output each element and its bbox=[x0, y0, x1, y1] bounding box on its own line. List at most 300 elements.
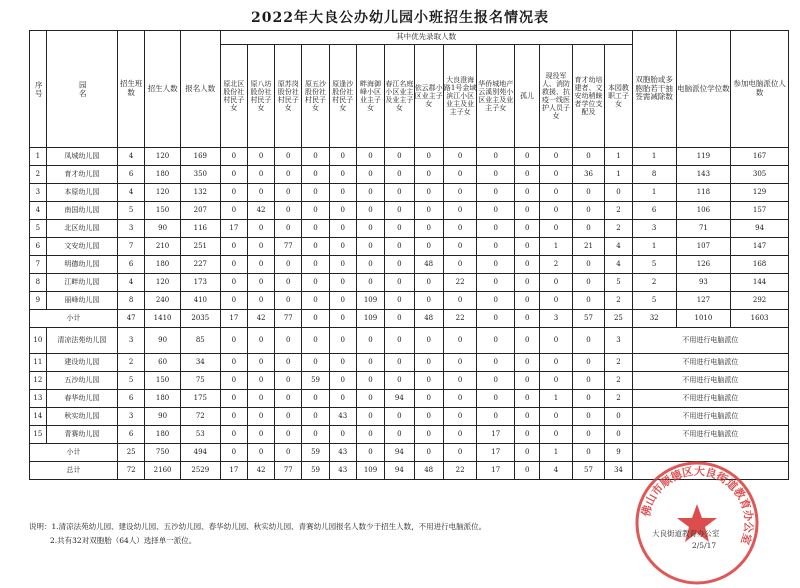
priority-count: 0 bbox=[515, 310, 540, 328]
priority-count: 94 bbox=[385, 390, 414, 408]
priority-count: 0 bbox=[414, 202, 443, 220]
priority-count: 0 bbox=[385, 202, 414, 220]
priority-count: 0 bbox=[247, 220, 274, 238]
priority-count: 0 bbox=[605, 408, 632, 426]
priority-count: 0 bbox=[247, 184, 274, 202]
priority-count: 0 bbox=[385, 372, 414, 390]
priority-count: 57 bbox=[572, 462, 604, 480]
no-lottery-note: 不用进行电脑派位 bbox=[632, 426, 788, 444]
row-kindergarten-name: 春华幼儿园 bbox=[46, 390, 117, 408]
priority-count: 0 bbox=[220, 184, 247, 202]
priority-count: 0 bbox=[302, 292, 329, 310]
row-plan: 120 bbox=[145, 148, 181, 166]
row-plan: 210 bbox=[145, 238, 181, 256]
priority-count: 0 bbox=[220, 372, 247, 390]
subtotal2-plan: 750 bbox=[145, 444, 181, 462]
priority-count: 2 bbox=[540, 256, 572, 274]
row-seq: 5 bbox=[30, 220, 47, 238]
row-kindergarten-name: 五沙幼儿园 bbox=[46, 372, 117, 390]
priority-count: 22 bbox=[443, 274, 477, 292]
priority-count: 0 bbox=[515, 274, 540, 292]
priority-count: 0 bbox=[247, 238, 274, 256]
priority-count: 36 bbox=[572, 166, 604, 184]
priority-count: 0 bbox=[385, 408, 414, 426]
row-plan: 180 bbox=[145, 426, 181, 444]
row-plan: 180 bbox=[145, 256, 181, 274]
priority-count: 0 bbox=[247, 444, 274, 462]
priority-count: 0 bbox=[385, 256, 414, 274]
row-lottery-seats: 118 bbox=[676, 184, 730, 202]
priority-count: 0 bbox=[356, 148, 384, 166]
priority-count: 0 bbox=[220, 390, 247, 408]
priority-count: 0 bbox=[515, 328, 540, 354]
header-applicants: 报名人数 bbox=[180, 31, 220, 148]
row-plan: 60 bbox=[145, 354, 181, 372]
priority-count: 0 bbox=[356, 354, 384, 372]
row-classes: 6 bbox=[118, 166, 145, 184]
row-applicants: 169 bbox=[180, 148, 220, 166]
priority-count: 0 bbox=[385, 238, 414, 256]
priority-count: 0 bbox=[540, 166, 572, 184]
priority-count: 0 bbox=[414, 390, 443, 408]
priority-count: 0 bbox=[385, 274, 414, 292]
priority-count: 0 bbox=[302, 220, 329, 238]
row-applicants: 116 bbox=[180, 220, 220, 238]
priority-count: 0 bbox=[443, 372, 477, 390]
priority-count: 0 bbox=[275, 390, 302, 408]
priority-count: 94 bbox=[385, 444, 414, 462]
no-lottery-note: 不用进行电脑派位 bbox=[632, 390, 788, 408]
priority-count: 77 bbox=[275, 462, 302, 480]
row-seq: 11 bbox=[30, 354, 47, 372]
priority-count: 0 bbox=[220, 426, 247, 444]
row-lottery-seats: 93 bbox=[676, 274, 730, 292]
row-twins: 3 bbox=[632, 220, 676, 238]
priority-count: 0 bbox=[275, 148, 302, 166]
header-plan: 招生人数 bbox=[145, 31, 181, 148]
priority-count: 0 bbox=[247, 426, 274, 444]
header-classes: 招生班数 bbox=[118, 31, 145, 148]
seal-ring-text: 佛山市顺德区大良街道教育办公室 bbox=[639, 464, 756, 546]
priority-count: 17 bbox=[220, 462, 247, 480]
subtotal2-applicants: 494 bbox=[180, 444, 220, 462]
priority-count: 1 bbox=[605, 166, 632, 184]
official-seal bbox=[632, 458, 762, 588]
priority-count: 0 bbox=[247, 256, 274, 274]
row-seq: 4 bbox=[30, 202, 47, 220]
row-plan: 120 bbox=[145, 184, 181, 202]
priority-count: 0 bbox=[572, 390, 604, 408]
subtotal2-label: 小计 bbox=[30, 444, 118, 462]
priority-count: 0 bbox=[477, 238, 515, 256]
row-classes: 5 bbox=[118, 202, 145, 220]
priority-count: 17 bbox=[220, 310, 247, 328]
row-classes: 3 bbox=[118, 408, 145, 426]
priority-count: 0 bbox=[515, 148, 540, 166]
priority-count: 0 bbox=[247, 328, 274, 354]
priority-count: 0 bbox=[356, 256, 384, 274]
priority-count: 0 bbox=[302, 426, 329, 444]
row-kindergarten-name: 秋实幼儿园 bbox=[46, 408, 117, 426]
priority-count: 0 bbox=[572, 444, 604, 462]
priority-count: 0 bbox=[540, 184, 572, 202]
notes bbox=[29, 520, 486, 548]
priority-count: 0 bbox=[515, 166, 540, 184]
row-seq: 2 bbox=[30, 166, 47, 184]
priority-count: 43 bbox=[329, 444, 356, 462]
priority-count: 1 bbox=[540, 390, 572, 408]
subtotal2-classes: 25 bbox=[118, 444, 145, 462]
priority-count: 0 bbox=[275, 274, 302, 292]
priority-count: 0 bbox=[414, 292, 443, 310]
priority-count: 0 bbox=[515, 184, 540, 202]
row-twins: 8 bbox=[632, 166, 676, 184]
priority-count: 2 bbox=[605, 372, 632, 390]
priority-count: 59 bbox=[302, 444, 329, 462]
priority-count: 0 bbox=[443, 256, 477, 274]
priority-count: 0 bbox=[220, 408, 247, 426]
header-priority-6: 畔海御峰小区业主子女 bbox=[356, 45, 384, 148]
priority-count: 0 bbox=[572, 202, 604, 220]
priority-count: 0 bbox=[356, 328, 384, 354]
priority-count: 0 bbox=[356, 274, 384, 292]
row-kindergarten-name: 青赛幼儿园 bbox=[46, 426, 117, 444]
priority-count: 0 bbox=[275, 166, 302, 184]
row-seq: 10 bbox=[30, 328, 47, 354]
row-classes: 3 bbox=[118, 328, 145, 354]
row-kindergarten-name: 清凉法苑幼儿园 bbox=[46, 328, 117, 354]
priority-count: 0 bbox=[414, 328, 443, 354]
priority-count: 0 bbox=[572, 274, 604, 292]
priority-count: 0 bbox=[477, 292, 515, 310]
priority-count: 0 bbox=[414, 148, 443, 166]
priority-count: 21 bbox=[572, 238, 604, 256]
priority-count: 0 bbox=[414, 166, 443, 184]
priority-count: 0 bbox=[275, 354, 302, 372]
row-classes: 6 bbox=[118, 426, 145, 444]
priority-count: 0 bbox=[540, 292, 572, 310]
priority-count: 0 bbox=[414, 444, 443, 462]
row-lottery-people: 94 bbox=[731, 220, 789, 238]
priority-count: 0 bbox=[275, 184, 302, 202]
row-lottery-seats: 106 bbox=[676, 202, 730, 220]
priority-count: 0 bbox=[477, 390, 515, 408]
priority-count: 0 bbox=[356, 238, 384, 256]
row-lottery-people: 167 bbox=[731, 148, 789, 166]
row-plan: 180 bbox=[145, 390, 181, 408]
priority-count: 0 bbox=[385, 220, 414, 238]
priority-count: 0 bbox=[356, 444, 384, 462]
priority-count: 0 bbox=[540, 274, 572, 292]
priority-count: 0 bbox=[275, 256, 302, 274]
priority-count: 9 bbox=[605, 444, 632, 462]
priority-count: 0 bbox=[540, 372, 572, 390]
header-priority-7: 春江名庭小区业主及业主子女 bbox=[385, 45, 414, 148]
row-applicants: 85 bbox=[180, 328, 220, 354]
header-priority-10: 华侨城地产云溪别苑小区业主及业主子女 bbox=[477, 45, 515, 148]
priority-count: 3 bbox=[540, 310, 572, 328]
priority-count: 42 bbox=[247, 462, 274, 480]
table-row bbox=[30, 274, 789, 292]
priority-count: 0 bbox=[329, 292, 356, 310]
priority-count: 0 bbox=[220, 328, 247, 354]
row-twins: 2 bbox=[632, 274, 676, 292]
priority-count: 0 bbox=[515, 372, 540, 390]
priority-count: 1 bbox=[540, 444, 572, 462]
row-kindergarten-name: 建设幼儿园 bbox=[46, 354, 117, 372]
header-lottery-people: 参加电脑派位人数 bbox=[731, 31, 789, 148]
priority-count: 0 bbox=[302, 184, 329, 202]
priority-count: 0 bbox=[515, 292, 540, 310]
priority-count: 0 bbox=[220, 256, 247, 274]
row-seq: 12 bbox=[30, 372, 47, 390]
row-applicants: 175 bbox=[180, 390, 220, 408]
row-kindergarten-name: 南国幼儿园 bbox=[46, 202, 117, 220]
row-classes: 4 bbox=[118, 148, 145, 166]
priority-count: 0 bbox=[302, 328, 329, 354]
table-row bbox=[30, 354, 789, 372]
priority-count: 109 bbox=[356, 310, 384, 328]
priority-count: 0 bbox=[572, 256, 604, 274]
priority-count: 48 bbox=[414, 256, 443, 274]
priority-count: 0 bbox=[385, 328, 414, 354]
priority-count: 4 bbox=[605, 256, 632, 274]
header-priority-12: 现役军人、消防救援、抗疫一线医护人员子女 bbox=[540, 45, 572, 148]
priority-count: 0 bbox=[443, 292, 477, 310]
priority-count: 0 bbox=[515, 220, 540, 238]
priority-count: 0 bbox=[477, 166, 515, 184]
priority-count: 0 bbox=[515, 390, 540, 408]
priority-count: 0 bbox=[302, 256, 329, 274]
priority-count: 0 bbox=[540, 202, 572, 220]
priority-count: 17 bbox=[477, 444, 515, 462]
row-classes: 4 bbox=[118, 274, 145, 292]
priority-count: 0 bbox=[515, 256, 540, 274]
row-lottery-seats: 126 bbox=[676, 256, 730, 274]
priority-count: 0 bbox=[302, 408, 329, 426]
priority-count: 48 bbox=[414, 310, 443, 328]
row-lottery-people: 157 bbox=[731, 202, 789, 220]
priority-count: 0 bbox=[356, 408, 384, 426]
priority-count: 0 bbox=[540, 408, 572, 426]
priority-count: 0 bbox=[572, 148, 604, 166]
note-1: 1.清凉法苑幼儿园、建设幼儿园、五沙幼儿园、春华幼儿园、秋实幼儿园、青赛幼儿园报名人数少于招生人数，不用进行电脑派位。 bbox=[51, 522, 487, 531]
row-lottery-people: 129 bbox=[731, 184, 789, 202]
subtotal-label: 小计 bbox=[30, 310, 118, 328]
priority-count: 0 bbox=[572, 354, 604, 372]
table-row bbox=[30, 426, 789, 444]
priority-count: 0 bbox=[385, 166, 414, 184]
priority-count: 25 bbox=[605, 310, 632, 328]
priority-count: 0 bbox=[275, 408, 302, 426]
priority-count: 0 bbox=[443, 390, 477, 408]
priority-count: 0 bbox=[605, 184, 632, 202]
priority-count: 0 bbox=[443, 220, 477, 238]
row-lottery-people: 144 bbox=[731, 274, 789, 292]
priority-count: 0 bbox=[302, 390, 329, 408]
row-kindergarten-name: 凤城幼儿园 bbox=[46, 148, 117, 166]
row-classes: 6 bbox=[118, 256, 145, 274]
note-2: 2.共有32对双胞胎（64人）选择单一派位。 bbox=[50, 536, 197, 545]
priority-count: 0 bbox=[385, 184, 414, 202]
priority-count: 0 bbox=[247, 148, 274, 166]
priority-count: 0 bbox=[443, 238, 477, 256]
priority-count: 0 bbox=[275, 372, 302, 390]
table-row bbox=[30, 184, 789, 202]
row-plan: 90 bbox=[145, 408, 181, 426]
row-lottery-people: 168 bbox=[731, 256, 789, 274]
priority-count: 0 bbox=[247, 292, 274, 310]
row-classes: 2 bbox=[118, 354, 145, 372]
table-row bbox=[30, 202, 789, 220]
priority-count: 0 bbox=[247, 274, 274, 292]
table-row bbox=[30, 292, 789, 310]
priority-count: 0 bbox=[414, 408, 443, 426]
priority-count: 0 bbox=[540, 148, 572, 166]
subtotal-twins: 32 bbox=[632, 310, 676, 328]
priority-count: 0 bbox=[220, 202, 247, 220]
priority-count: 0 bbox=[356, 390, 384, 408]
priority-count: 0 bbox=[414, 220, 443, 238]
priority-count: 0 bbox=[220, 292, 247, 310]
row-lottery-seats: 119 bbox=[676, 148, 730, 166]
row-twins: 1 bbox=[632, 184, 676, 202]
priority-count: 0 bbox=[477, 256, 515, 274]
priority-count: 0 bbox=[385, 426, 414, 444]
row-applicants: 350 bbox=[180, 166, 220, 184]
row-plan: 90 bbox=[145, 328, 181, 354]
priority-count: 0 bbox=[572, 292, 604, 310]
priority-count: 0 bbox=[477, 274, 515, 292]
priority-count: 0 bbox=[385, 310, 414, 328]
priority-count: 0 bbox=[515, 354, 540, 372]
row-kindergarten-name: 江畔幼儿园 bbox=[46, 274, 117, 292]
header-priority-4: 原五沙股份社村民子女 bbox=[302, 45, 329, 148]
row-classes: 7 bbox=[118, 238, 145, 256]
row-kindergarten-name: 北区幼儿园 bbox=[46, 220, 117, 238]
priority-count: 2 bbox=[605, 292, 632, 310]
row-seq: 15 bbox=[30, 426, 47, 444]
priority-count: 0 bbox=[605, 426, 632, 444]
priority-count: 109 bbox=[356, 292, 384, 310]
priority-count: 0 bbox=[329, 328, 356, 354]
priority-count: 0 bbox=[220, 444, 247, 462]
priority-count: 0 bbox=[443, 408, 477, 426]
priority-count: 0 bbox=[477, 202, 515, 220]
priority-count: 0 bbox=[247, 390, 274, 408]
priority-count: 0 bbox=[275, 444, 302, 462]
row-kindergarten-name: 丽峰幼儿园 bbox=[46, 292, 117, 310]
row-applicants: 251 bbox=[180, 238, 220, 256]
priority-count: 0 bbox=[329, 166, 356, 184]
priority-count: 0 bbox=[275, 292, 302, 310]
priority-count: 0 bbox=[540, 328, 572, 354]
priority-count: 77 bbox=[275, 238, 302, 256]
priority-count: 0 bbox=[572, 328, 604, 354]
priority-count: 0 bbox=[443, 148, 477, 166]
priority-count: 0 bbox=[572, 184, 604, 202]
priority-count: 0 bbox=[220, 238, 247, 256]
priority-count: 0 bbox=[329, 256, 356, 274]
header-priority-13: 育才幼培建者、文安幼稍睐者学位支配及 bbox=[572, 45, 604, 148]
row-twins: 1 bbox=[632, 148, 676, 166]
priority-count: 0 bbox=[572, 220, 604, 238]
row-applicants: 34 bbox=[180, 354, 220, 372]
priority-count: 0 bbox=[572, 426, 604, 444]
priority-count: 0 bbox=[329, 426, 356, 444]
priority-count: 0 bbox=[477, 354, 515, 372]
row-twins: 1 bbox=[632, 238, 676, 256]
priority-count: 0 bbox=[443, 202, 477, 220]
enrollment-table bbox=[29, 30, 789, 480]
priority-count: 0 bbox=[356, 202, 384, 220]
table-row bbox=[30, 256, 789, 274]
row-applicants: 75 bbox=[180, 372, 220, 390]
table-row bbox=[30, 148, 789, 166]
row-applicants: 410 bbox=[180, 292, 220, 310]
table-row bbox=[30, 408, 789, 426]
priority-count: 2 bbox=[605, 354, 632, 372]
priority-count: 0 bbox=[329, 148, 356, 166]
subtotal-row-1 bbox=[30, 310, 789, 328]
row-twins: 5 bbox=[632, 292, 676, 310]
priority-count: 0 bbox=[275, 202, 302, 220]
priority-count: 0 bbox=[275, 220, 302, 238]
priority-count: 0 bbox=[385, 292, 414, 310]
row-plan: 150 bbox=[145, 202, 181, 220]
priority-count: 22 bbox=[443, 310, 477, 328]
total-applicants: 2529 bbox=[180, 462, 220, 480]
priority-count: 0 bbox=[515, 238, 540, 256]
row-plan: 150 bbox=[145, 372, 181, 390]
priority-count: 59 bbox=[302, 372, 329, 390]
header-lottery-seats: 电脑派位学位数 bbox=[676, 31, 730, 148]
priority-count: 0 bbox=[477, 148, 515, 166]
no-lottery-note: 不用进行电脑派位 bbox=[632, 328, 788, 354]
priority-count: 0 bbox=[247, 408, 274, 426]
priority-count: 42 bbox=[247, 310, 274, 328]
row-seq: 8 bbox=[30, 274, 47, 292]
priority-count: 0 bbox=[329, 202, 356, 220]
priority-count: 0 bbox=[302, 148, 329, 166]
row-seq: 13 bbox=[30, 390, 47, 408]
priority-count: 0 bbox=[302, 238, 329, 256]
priority-count: 0 bbox=[515, 462, 540, 480]
no-lottery-note: 不用进行电脑派位 bbox=[632, 408, 788, 426]
priority-count: 0 bbox=[414, 354, 443, 372]
row-kindergarten-name: 文安幼儿园 bbox=[46, 238, 117, 256]
row-lottery-people: 305 bbox=[731, 166, 789, 184]
priority-count: 0 bbox=[540, 426, 572, 444]
row-classes: 4 bbox=[118, 184, 145, 202]
priority-count: 94 bbox=[385, 462, 414, 480]
row-seq: 9 bbox=[30, 292, 47, 310]
priority-count: 0 bbox=[329, 184, 356, 202]
priority-count: 0 bbox=[515, 444, 540, 462]
header-seq: 序号 bbox=[34, 80, 44, 98]
priority-count: 0 bbox=[275, 328, 302, 354]
header-priority-8: 依云郡小区业主子女 bbox=[414, 45, 443, 148]
priority-count: 2 bbox=[605, 202, 632, 220]
row-lottery-people: 292 bbox=[731, 292, 789, 310]
row-plan: 90 bbox=[145, 220, 181, 238]
priority-count: 0 bbox=[275, 426, 302, 444]
subtotal-plan: 1410 bbox=[145, 310, 181, 328]
subtotal-applicants: 2035 bbox=[180, 310, 220, 328]
priority-count: 109 bbox=[356, 462, 384, 480]
seal-office-text: 大良街道教育办公室 bbox=[652, 529, 720, 538]
header-priority-11: 孤儿 bbox=[515, 45, 540, 148]
